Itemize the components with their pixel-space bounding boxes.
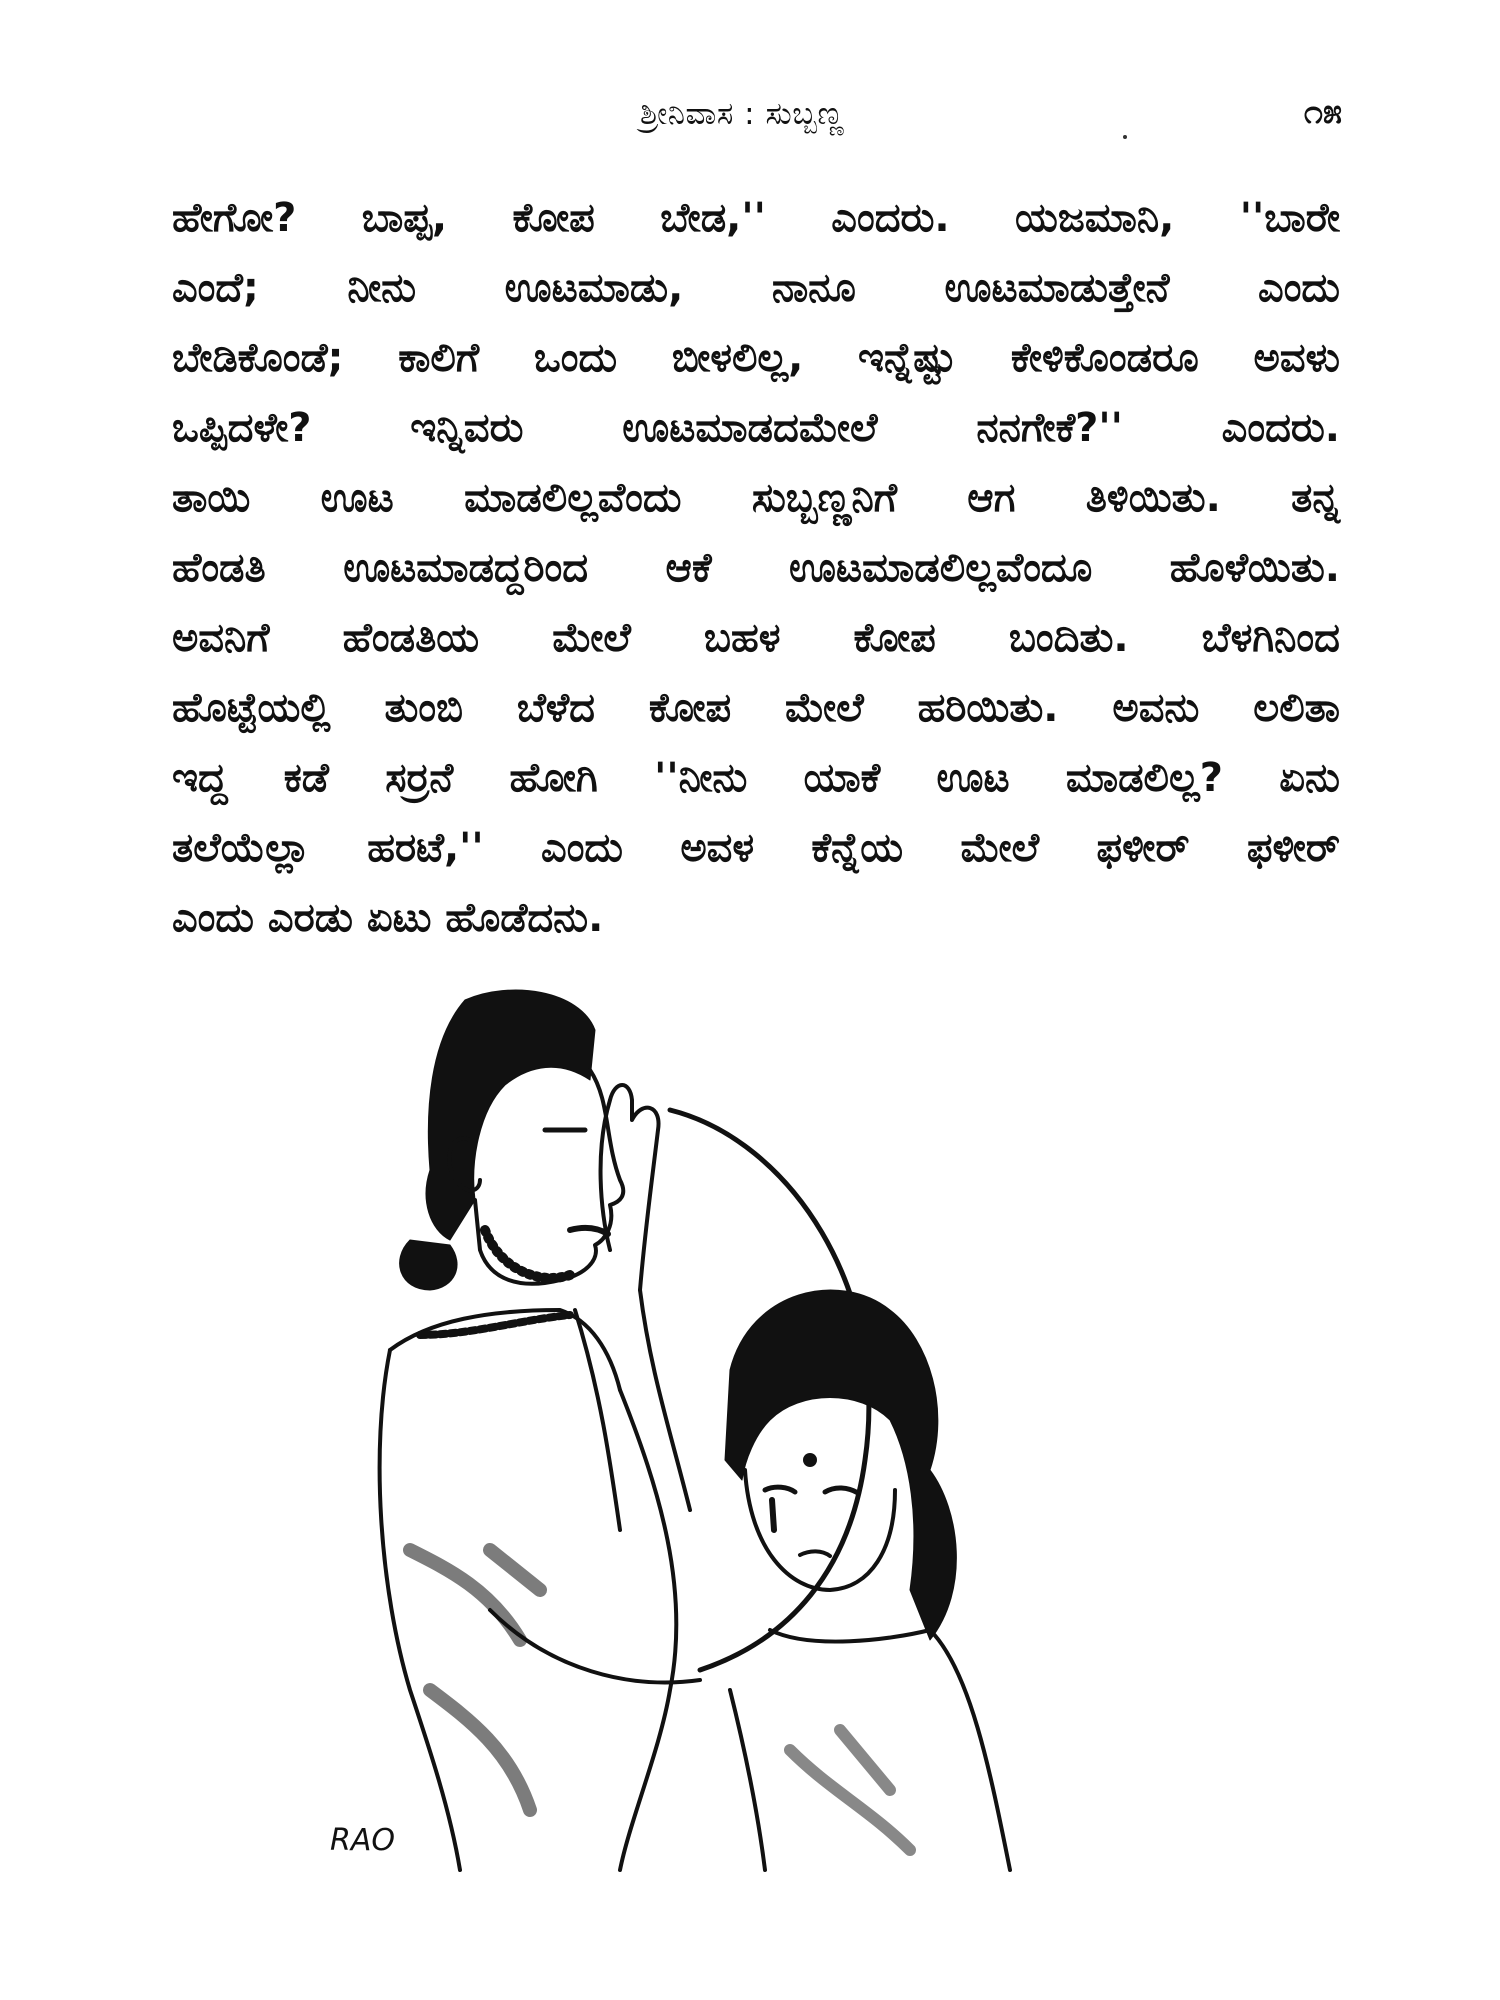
woman-mouth	[800, 1551, 830, 1556]
raised-arm	[575, 1290, 690, 1530]
man-mustache	[570, 1228, 608, 1234]
man-hair	[426, 990, 595, 1240]
page-header	[0, 92, 1500, 146]
woman-eyes	[765, 1487, 858, 1493]
raised-hand	[601, 1085, 659, 1290]
text-line: ಇದ್ದ ಕಡೆ ಸರ್‍ರನೆ ಹೋಗಿ ''ನೀನು ಯಾಕೆ ಊಟ ಮಾಡಲಿಲ್ಲ? ಏನು	[172, 755, 1340, 801]
man-torso-edge	[620, 1390, 676, 1870]
woman-saree-shading	[790, 1730, 910, 1850]
text-line: ಎಂದು ಎರಡು ಏಟು ಹೊಡೆದನು.	[172, 895, 604, 941]
running-title: ಶ್ರೀನಿವಾಸ : ಸುಬ್ಬಣ್ಣ	[640, 96, 845, 132]
text-line: ಹೊಟ್ಟೆಯಲ್ಲಿ ತುಂಬಿ ಬೆಳೆದ ಕೋಪ ಮೇಲೆ ಹರಿಯಿತು. ಅವನು ಲಲಿತಾ	[172, 685, 1340, 731]
text-line: ತಲೆಯೆಲ್ಲಾ ಹರಟೆ,'' ಎಂದು ಅವಳ ಕೆನ್ನೆಯ ಮೇಲೆ ಫಳೀರ್ ಫಳೀರ್	[172, 825, 1340, 871]
text-line: ತಾಯಿ ಊಟ ಮಾಡಲಿಲ್ಲವೆಂದು ಸುಬ್ಬಣ್ಣನಿಗೆ ಆಗ ತಿಳಿಯಿತು. ತನ್ನ	[172, 475, 1340, 521]
text-line: ಬೇಡಿಕೊಂಡೆ; ಕಾಲಿಗೆ ಒಂದು ಬೀಳಲಿಲ್ಲ, ಇನ್ನೆಷ್ಟು ಕೇಳಿಕೊಂಡರೂ ಅವಳು	[172, 335, 1340, 381]
text-line: ಒಪ್ಪಿದಳೇ? ಇನ್ನಿವರು ಊಟಮಾಡದಮೇಲೆ ನನಗೇಕೆ?'' ಎಂದರು.	[172, 405, 1340, 451]
text-line: ಹೆಂಡತಿ ಊಟಮಾಡದ್ದರಿಂದ ಆಕೆ ಊಟಮಾಡಲಿಲ್ಲವೆಂದೂ ಹೊಳೆಯಿತು.	[172, 545, 1340, 591]
man-shading	[410, 1550, 540, 1810]
woman-saree	[730, 1630, 1010, 1870]
text-line: ಅವನಿಗೆ ಹೆಂಡತಿಯ ಮೇಲೆ ಬಹಳ ಕೋಪ ಬಂದಿತು. ಬೆಳಗಿನಿಂದ	[172, 615, 1340, 661]
man-upper-arm	[380, 1350, 460, 1870]
ink-speck	[1123, 135, 1127, 139]
page-number: ೧೫	[1303, 92, 1342, 132]
man-beard	[485, 1230, 570, 1278]
body-text	[172, 183, 1340, 953]
text-line: ಹೇಗೋ? ಬಾಪ್ಪ, ಕೋಪ ಬೇಡ,'' ಎಂದರು. ಯಜಮಾನಿ, ''ಬಾರೇ	[172, 195, 1340, 241]
woman-tear	[772, 1500, 774, 1530]
woman-bindi	[803, 1453, 817, 1467]
text-line: ಎಂದೆ; ನೀನು ಊಟಮಾಡು, ನಾನೂ ಊಟಮಾಡುತ್ತೇನೆ ಎಂದು	[172, 265, 1340, 311]
artist-signature: RAO	[330, 1823, 395, 1858]
man-topknot	[400, 1240, 457, 1290]
illustration-man-slapping-woman	[330, 990, 1140, 1890]
